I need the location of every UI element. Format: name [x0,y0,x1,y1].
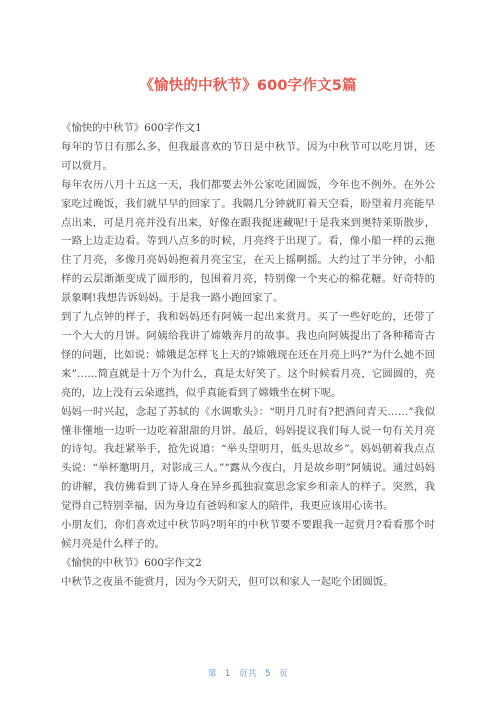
document-title: 《愉快的中秋节》600字作文5篇 [139,78,357,94]
footer-page-current: 1 [224,669,231,679]
paragraph: 中秋节之夜虽不能赏月，因为今天阴天，但可以和家人一起吃个团圆饭。 [61,575,394,588]
footer-label-di: 第 [207,669,217,679]
paragraph: 小朋友们，你们喜欢过中秋节吗?明年的中秋节要不要跟我一起赏月?看看那个时候月亮是什么样子的。 [61,519,435,550]
paragraph: 到了九点钟的样子，我和妈妈还有阿姨一起出来赏月。买了一些好吃的，还带了一个大大的月饼。阿姨给我讲了嫦娥奔月的故事。我也向阿姨提出了各种稀奇古怪的问题，比如说：嫦娥是怎样飞上天的?嫦娥现在还在月亮上吗?“为什么她不回来”……简直就是十万个为什么，真是太好笑了。这个时候看月亮，它圆圆的，亮亮的，边上没有云朵遮挡，似乎真能看到了嫦娥坐在树下呢。 [61,311,435,399]
paragraph: 妈妈一时兴起，念起了苏轼的《水调歌头》：“明月几时有?把酒问青天……”我似懂非懂地一边听一边吃着甜甜的月饼。最后，妈妈提议我们每人说一句有关月亮的诗句。我赶紧举手，抢先说道：“举头望明月，低头思故乡”。妈妈朝着我点点头说：“举杯邀明月，对影成三人。”“露从今夜白，月是故乡明”阿姨说。通过妈妈的讲解，我仿佛看到了诗人身在异乡孤独寂寞思念家乡和亲人的样子。突然，我觉得自己特别幸福，因为身边有爸妈和家人的陪伴，我更应该用心读书。 [61,405,435,513]
section-heading-1: 《愉快的中秋节》600字作文1 [61,122,202,134]
footer-page-total: 5 [265,669,272,679]
footer-label-ye-gong: 页共 [238,669,258,679]
document-body [61,119,435,592]
page-footer [0,667,496,679]
footer-label-ye: 页 [279,669,289,679]
paragraph: 每年农历八月十五这一天，我们都要去外公家吃团圆饭，今年也不例外。在外公家吃过晚饭，我们就早早的回家了。我隔几分钟就盯着天空看，盼望着月亮能早点出来，可是月亮并没有出来，好像在跟我捉迷藏呢!于是我来到奥特莱斯散步，一路上边走边看。等到八点多的时候，月亮终于出现了。看，像小船一样的云拖住了月亮，多像月亮妈妈抱着月亮宝宝，在天上摇啊摇。大约过了半分钟，小船样的云层渐渐变成了圆形的，包围着月亮，特别像一个夹心的棉花糖。好奇特的景象啊!我想告诉妈妈。于是我一路小跑回家了。 [61,178,435,305]
paragraph: 每年的节日有那么多，但我最喜欢的节日是中秋节。因为中秋节可以吃月饼，还可以赏月。 [61,140,435,172]
section-heading-2: 《愉快的中秋节》600字作文2 [61,556,202,569]
